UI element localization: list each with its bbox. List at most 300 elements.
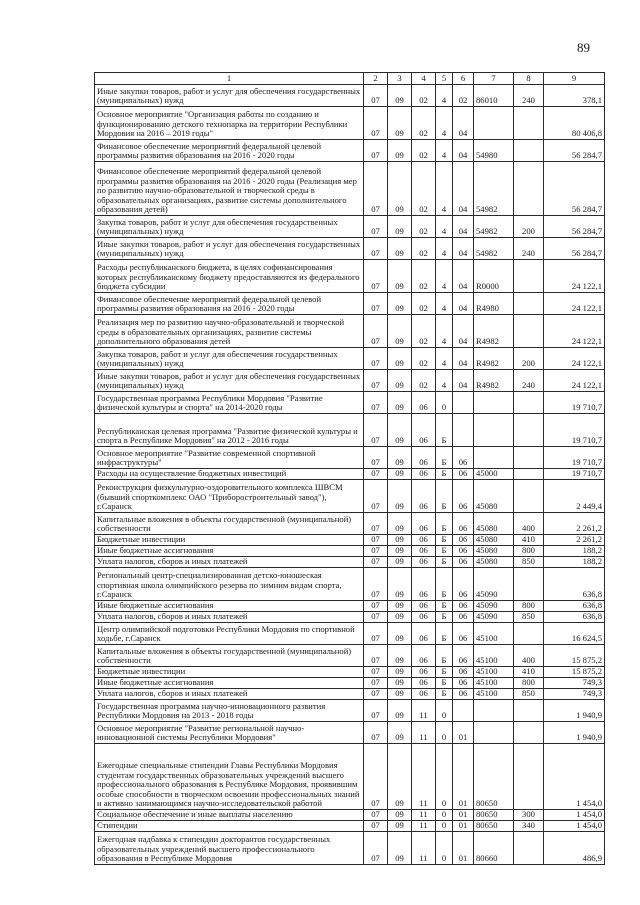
row-amount: 19 710,7 [544, 447, 605, 469]
row-subprogram: Б [436, 447, 453, 469]
table-row [95, 216, 605, 238]
row-subprogram: 0 [436, 832, 453, 865]
row-description: Капитальные вложения в объекты государственной (муниципальной) собственности [95, 645, 364, 667]
row-description: Бюджетные инвестиции [95, 667, 364, 678]
row-target-code [474, 414, 514, 447]
row-subprogram: 4 [436, 260, 453, 293]
row-section: 07 [364, 744, 388, 810]
row-subprogram: 4 [436, 216, 453, 238]
row-section: 07 [364, 601, 388, 612]
table-row [95, 85, 605, 107]
row-amount: 636,8 [544, 568, 605, 601]
row-activity [453, 392, 474, 414]
row-amount: 19 710,7 [544, 469, 605, 480]
row-target-code: 45080 [474, 535, 514, 546]
row-subsection: 09 [388, 601, 412, 612]
row-subprogram: Б [436, 513, 453, 535]
row-amount: 19 710,7 [544, 414, 605, 447]
row-target-code: 45000 [474, 469, 514, 480]
row-amount: 378,1 [544, 85, 605, 107]
row-section: 07 [364, 480, 388, 513]
row-activity: 06 [453, 645, 474, 667]
table-row [95, 315, 605, 348]
table-row [95, 667, 605, 678]
row-section: 07 [364, 546, 388, 557]
row-target-code: 45100 [474, 689, 514, 700]
row-expense-type: 240 [514, 85, 544, 107]
row-description: Государственная программа научно-инновационного развития Республики Мордовия на 2013 - 2018 годы [95, 700, 364, 722]
row-subsection: 09 [388, 293, 412, 315]
row-activity: 06 [453, 678, 474, 689]
row-section: 07 [364, 821, 388, 832]
row-subprogram: Б [436, 623, 453, 645]
row-section: 07 [364, 216, 388, 238]
row-description: Иные бюджетные ассигнования [95, 678, 364, 689]
row-subsection: 09 [388, 162, 412, 216]
row-expense-type [514, 315, 544, 348]
table-row [95, 480, 605, 513]
row-section: 07 [364, 162, 388, 216]
row-amount: 24 122,1 [544, 293, 605, 315]
column-header: 1 [95, 73, 364, 85]
row-section: 07 [364, 392, 388, 414]
row-subprogram: Б [436, 414, 453, 447]
row-activity: 02 [453, 85, 474, 107]
row-activity: 04 [453, 162, 474, 216]
row-subprogram: Б [436, 469, 453, 480]
row-amount: 56 284,7 [544, 162, 605, 216]
row-expense-type [514, 832, 544, 865]
row-subsection: 09 [388, 107, 412, 140]
row-target-code [474, 107, 514, 140]
row-amount: 1 454,0 [544, 744, 605, 810]
row-subprogram: 0 [436, 821, 453, 832]
row-subsection: 09 [388, 469, 412, 480]
table-row [95, 645, 605, 667]
row-section: 07 [364, 370, 388, 392]
row-expense-type: 240 [514, 238, 544, 260]
row-subsection: 09 [388, 546, 412, 557]
row-target-code: 45080 [474, 546, 514, 557]
row-amount: 2 261,2 [544, 535, 605, 546]
row-amount: 24 122,1 [544, 370, 605, 392]
column-header: 2 [364, 73, 388, 85]
row-target-code: 80660 [474, 832, 514, 865]
row-expense-type [514, 162, 544, 216]
row-expense-type [514, 480, 544, 513]
table-row [95, 238, 605, 260]
row-activity: 06 [453, 447, 474, 469]
row-subsection: 09 [388, 744, 412, 810]
row-amount: 486,9 [544, 832, 605, 865]
row-amount: 24 122,1 [544, 260, 605, 293]
row-program: 11 [412, 722, 436, 744]
row-target-code [474, 392, 514, 414]
row-target-code: R4982 [474, 315, 514, 348]
row-subsection: 09 [388, 557, 412, 568]
row-expense-type: 240 [514, 370, 544, 392]
row-target-code: 45100 [474, 645, 514, 667]
row-activity: 01 [453, 810, 474, 821]
row-target-code: 45080 [474, 480, 514, 513]
row-activity: 06 [453, 623, 474, 645]
row-expense-type: 300 [514, 810, 544, 821]
row-target-code: 54982 [474, 162, 514, 216]
row-section: 07 [364, 689, 388, 700]
row-subsection: 09 [388, 645, 412, 667]
row-expense-type [514, 744, 544, 810]
row-subprogram: Б [436, 689, 453, 700]
row-description: Государственная программа Республики Мордовия "Развитие физической культуры и спорта" на 2014-2020 годы [95, 392, 364, 414]
row-target-code: 54982 [474, 216, 514, 238]
row-description: Капитальные вложения в объекты государственной (муниципальной) собственности [95, 513, 364, 535]
row-description: Основное мероприятие "Развитие современной спортивной инфраструктуры" [95, 447, 364, 469]
row-description: Финансовое обеспечение мероприятий федеральной целевой программы развития образования на 2016 - 2020 годы [95, 293, 364, 315]
row-subprogram: 4 [436, 162, 453, 216]
row-description: Финансовое обеспечение мероприятий федеральной целевой программы развития образования на 2016 - 2020 годы [95, 140, 364, 162]
column-number-row [95, 73, 605, 85]
row-description: Республиканская целевая программа "Развитие физической культуры и спорта в Республике Мордовия" на 2012 - 2016 годы [95, 414, 364, 447]
row-amount: 80 406,8 [544, 107, 605, 140]
row-description: Уплата налогов, сборов и иных платежей [95, 557, 364, 568]
table-row [95, 568, 605, 601]
row-program: 02 [412, 293, 436, 315]
row-target-code: 86010 [474, 85, 514, 107]
row-subprogram: 0 [436, 744, 453, 810]
row-subsection: 09 [388, 260, 412, 293]
row-program: 02 [412, 107, 436, 140]
row-amount: 2 261,2 [544, 513, 605, 535]
row-subsection: 09 [388, 513, 412, 535]
row-section: 07 [364, 557, 388, 568]
column-header: 4 [412, 73, 436, 85]
row-subsection: 09 [388, 480, 412, 513]
row-section: 07 [364, 535, 388, 546]
column-header: 3 [388, 73, 412, 85]
row-activity: 01 [453, 744, 474, 810]
row-subprogram: Б [436, 612, 453, 623]
row-activity: 04 [453, 370, 474, 392]
row-activity: 04 [453, 140, 474, 162]
row-activity: 06 [453, 612, 474, 623]
row-program: 06 [412, 513, 436, 535]
row-expense-type [514, 414, 544, 447]
row-amount: 188,2 [544, 546, 605, 557]
row-subprogram: 4 [436, 107, 453, 140]
row-amount: 636,8 [544, 612, 605, 623]
row-subprogram: 4 [436, 85, 453, 107]
row-subprogram: Б [436, 568, 453, 601]
row-description: Финансовое обеспечение мероприятий федеральной целевой программы развития образования на 2016 - 2020 годы (Реализация мер по развитию научно-образовательной и творческой среды в образовательных организациях, развитие системы дополнительного образования детей) [95, 162, 364, 216]
table-row [95, 513, 605, 535]
row-description: Иные закупки товаров, работ и услуг для обеспечения государственных (муниципальных) нужд [95, 370, 364, 392]
row-subprogram: Б [436, 667, 453, 678]
row-expense-type: 400 [514, 513, 544, 535]
row-subprogram: 4 [436, 238, 453, 260]
row-activity: 01 [453, 722, 474, 744]
row-activity: 04 [453, 293, 474, 315]
row-subprogram: Б [436, 678, 453, 689]
row-target-code: 80650 [474, 810, 514, 821]
row-subsection: 09 [388, 392, 412, 414]
row-amount: 636,8 [544, 601, 605, 612]
row-description: Иные бюджетные ассигнования [95, 601, 364, 612]
row-target-code: 54980 [474, 140, 514, 162]
row-activity: 04 [453, 348, 474, 370]
row-target-code: R4982 [474, 370, 514, 392]
row-program: 11 [412, 821, 436, 832]
row-subsection: 09 [388, 348, 412, 370]
row-section: 07 [364, 348, 388, 370]
row-subprogram: Б [436, 480, 453, 513]
row-amount: 1 940,9 [544, 722, 605, 744]
row-program: 06 [412, 447, 436, 469]
row-program: 06 [412, 414, 436, 447]
row-subsection: 09 [388, 140, 412, 162]
row-subsection: 09 [388, 700, 412, 722]
row-section: 07 [364, 293, 388, 315]
row-section: 07 [364, 645, 388, 667]
row-expense-type: 400 [514, 645, 544, 667]
budget-table [94, 72, 605, 865]
row-subsection: 09 [388, 821, 412, 832]
row-activity: 04 [453, 260, 474, 293]
row-subsection: 09 [388, 315, 412, 348]
row-subprogram: Б [436, 535, 453, 546]
row-expense-type: 410 [514, 535, 544, 546]
row-section: 07 [364, 623, 388, 645]
row-section: 07 [364, 810, 388, 821]
row-program: 06 [412, 568, 436, 601]
row-activity: 06 [453, 601, 474, 612]
row-description: Иные закупки товаров, работ и услуг для обеспечения государственных (муниципальных) нужд [95, 85, 364, 107]
row-target-code [474, 722, 514, 744]
row-program: 02 [412, 370, 436, 392]
row-expense-type: 340 [514, 821, 544, 832]
table-row [95, 557, 605, 568]
row-subsection: 09 [388, 535, 412, 546]
row-activity [453, 700, 474, 722]
table-row [95, 689, 605, 700]
row-target-code: R4980 [474, 293, 514, 315]
row-target-code: 45100 [474, 667, 514, 678]
table-row [95, 260, 605, 293]
row-subsection: 09 [388, 612, 412, 623]
row-section: 07 [364, 678, 388, 689]
row-subsection: 09 [388, 667, 412, 678]
table-row [95, 832, 605, 865]
row-amount: 24 122,1 [544, 348, 605, 370]
row-target-code: R0000 [474, 260, 514, 293]
column-header: 5 [436, 73, 453, 85]
row-amount: 1 454,0 [544, 810, 605, 821]
row-program: 06 [412, 667, 436, 678]
row-amount: 19 710,7 [544, 392, 605, 414]
row-program: 06 [412, 469, 436, 480]
row-target-code: R4982 [474, 348, 514, 370]
row-expense-type [514, 447, 544, 469]
table-row [95, 678, 605, 689]
row-description: Иные закупки товаров, работ и услуг для обеспечения государственных (муниципальных) нужд [95, 238, 364, 260]
row-expense-type: 850 [514, 689, 544, 700]
row-subsection: 09 [388, 722, 412, 744]
row-section: 07 [364, 85, 388, 107]
row-subsection: 09 [388, 689, 412, 700]
row-target-code: 45080 [474, 513, 514, 535]
row-subsection: 09 [388, 238, 412, 260]
table-row [95, 821, 605, 832]
row-program: 02 [412, 348, 436, 370]
row-subsection: 09 [388, 810, 412, 821]
row-amount: 749,3 [544, 678, 605, 689]
row-subsection: 09 [388, 832, 412, 865]
row-subprogram: 0 [436, 392, 453, 414]
row-program: 02 [412, 260, 436, 293]
row-description: Региональный центр-специализированная детско-юношеская спортивная школа олимпийского резерва по зимним видам спорта, г.Саранск [95, 568, 364, 601]
table-row [95, 546, 605, 557]
row-description: Ежегодные специальные стипендии Главы Республики Мордовия студентам государственных образовательных учреждений высшего профессионального образования в Республике Мордовия, проявившим особые способности в творческом освоении профессиональных знаний и активно занимающимся научно-исследовательской работой [95, 744, 364, 810]
row-description: Закупка товаров, работ и услуг для обеспечения государственных (муниципальных) нужд [95, 216, 364, 238]
row-program: 06 [412, 557, 436, 568]
row-program: 02 [412, 162, 436, 216]
row-target-code: 45090 [474, 612, 514, 623]
row-subsection: 09 [388, 447, 412, 469]
table-row [95, 140, 605, 162]
row-description: Закупка товаров, работ и услуг для обеспечения государственных (муниципальных) нужд [95, 348, 364, 370]
row-subsection: 09 [388, 623, 412, 645]
row-description: Реализация мер по развитию научно-образовательной и творческой среды в образовательных организациях, развитие системы дополнительного образования детей [95, 315, 364, 348]
table-row [95, 370, 605, 392]
row-expense-type: 800 [514, 678, 544, 689]
row-section: 07 [364, 447, 388, 469]
row-target-code [474, 700, 514, 722]
row-expense-type: 850 [514, 557, 544, 568]
row-program: 06 [412, 645, 436, 667]
row-description: Расходы на осуществление бюджетных инвестиций [95, 469, 364, 480]
row-subprogram: 4 [436, 140, 453, 162]
row-description: Расходы республиканского бюджета, в целях софинансирования которых республиканскому бюджету предоставляются из федерального бюджета субсидии [95, 260, 364, 293]
column-header: 6 [453, 73, 474, 85]
table-row [95, 392, 605, 414]
row-program: 02 [412, 140, 436, 162]
row-description: Уплата налогов, сборов и иных платежей [95, 689, 364, 700]
table-row [95, 722, 605, 744]
row-amount: 1 940,9 [544, 700, 605, 722]
row-section: 07 [364, 832, 388, 865]
table-row [95, 447, 605, 469]
table-row [95, 810, 605, 821]
row-subsection: 09 [388, 568, 412, 601]
row-target-code: 45080 [474, 557, 514, 568]
row-amount: 56 284,7 [544, 216, 605, 238]
row-activity [453, 414, 474, 447]
row-amount: 56 284,7 [544, 140, 605, 162]
table-row [95, 623, 605, 645]
row-expense-type [514, 623, 544, 645]
row-description: Реконструкция физкультурно-оздоровительного комплекса ШВСМ (бывший спорткомплекс ОАО "Приборостроительный завод"), г.Саранск [95, 480, 364, 513]
row-section: 07 [364, 568, 388, 601]
row-activity: 06 [453, 557, 474, 568]
table-row [95, 162, 605, 216]
table-row [95, 612, 605, 623]
row-subprogram: 0 [436, 700, 453, 722]
row-section: 07 [364, 238, 388, 260]
row-expense-type [514, 392, 544, 414]
row-description: Стипендии [95, 821, 364, 832]
row-program: 02 [412, 315, 436, 348]
row-section: 07 [364, 107, 388, 140]
row-amount: 16 624,5 [544, 623, 605, 645]
column-header: 7 [474, 73, 514, 85]
row-program: 02 [412, 238, 436, 260]
row-expense-type: 800 [514, 601, 544, 612]
row-section: 07 [364, 612, 388, 623]
row-subprogram: Б [436, 601, 453, 612]
row-subsection: 09 [388, 414, 412, 447]
row-program: 11 [412, 832, 436, 865]
row-description: Социальное обеспечение и иные выплаты населению [95, 810, 364, 821]
row-target-code: 45100 [474, 678, 514, 689]
table-row [95, 535, 605, 546]
table-row [95, 744, 605, 810]
row-description: Иные бюджетные ассигнования [95, 546, 364, 557]
row-section: 07 [364, 414, 388, 447]
row-subprogram: Б [436, 557, 453, 568]
row-expense-type: 200 [514, 216, 544, 238]
row-description: Центр олимпийской подготовки Республики Мордовия по спортивной ходьбе, г.Саранск [95, 623, 364, 645]
column-header: 8 [514, 73, 544, 85]
row-activity: 06 [453, 535, 474, 546]
row-program: 11 [412, 810, 436, 821]
row-program: 02 [412, 85, 436, 107]
row-description: Основное мероприятие "Организация работы по созданию и функционированию детского технопарка на территории Республики Мордовия на 2016 – 2019 годы" [95, 107, 364, 140]
row-program: 06 [412, 601, 436, 612]
row-program: 02 [412, 216, 436, 238]
row-subprogram: Б [436, 645, 453, 667]
row-activity: 04 [453, 238, 474, 260]
table-row [95, 700, 605, 722]
row-description: Ежегодная надбавка к стипендии докторантов государственных образовательных учреждений высшего профессионального образования в Республике Мордовия [95, 832, 364, 865]
row-target-code: 45090 [474, 601, 514, 612]
row-subprogram: 0 [436, 722, 453, 744]
row-section: 07 [364, 315, 388, 348]
row-target-code [474, 447, 514, 469]
row-expense-type [514, 722, 544, 744]
row-program: 11 [412, 744, 436, 810]
row-subprogram: Б [436, 546, 453, 557]
row-amount: 1 454,0 [544, 821, 605, 832]
row-expense-type [514, 260, 544, 293]
row-expense-type [514, 140, 544, 162]
row-amount: 56 284,7 [544, 238, 605, 260]
row-amount: 2 449,4 [544, 480, 605, 513]
row-program: 06 [412, 689, 436, 700]
table-row [95, 348, 605, 370]
row-section: 07 [364, 722, 388, 744]
row-program: 06 [412, 480, 436, 513]
row-description: Бюджетные инвестиции [95, 535, 364, 546]
row-activity: 01 [453, 832, 474, 865]
row-section: 07 [364, 469, 388, 480]
row-activity: 01 [453, 821, 474, 832]
row-amount: 15 875,2 [544, 645, 605, 667]
row-program: 06 [412, 392, 436, 414]
table-row [95, 601, 605, 612]
row-section: 07 [364, 140, 388, 162]
row-subprogram: 4 [436, 315, 453, 348]
row-subsection: 09 [388, 216, 412, 238]
row-activity: 06 [453, 667, 474, 678]
